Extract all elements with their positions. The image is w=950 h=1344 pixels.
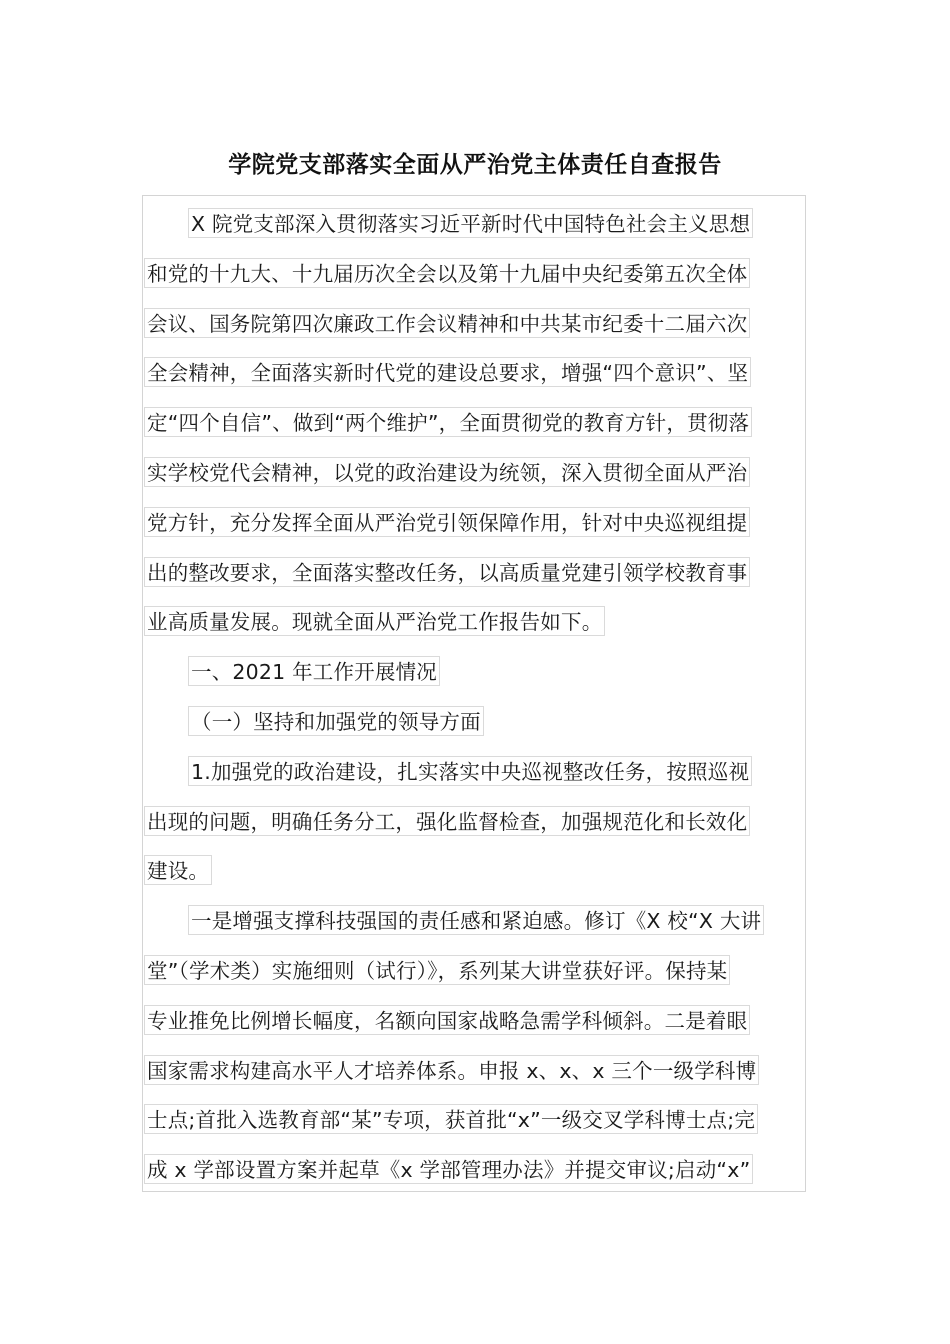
text-line: 出现的问题，明确任务分工，强化监督检查，加强规范化和长效化	[144, 806, 750, 836]
text-line: 定“四个自信”、做到“两个维护”，全面贯彻党的教育方针，贯彻落	[144, 407, 752, 437]
text-line: 一、2021 年工作开展情况	[188, 656, 440, 686]
text-line: 会议、国务院第四次廉政工作会议精神和中共某市纪委十二届六次	[144, 308, 750, 338]
text-line: 建设。	[144, 855, 212, 885]
text-line: 专业推免比例增长幅度，名额向国家战略急需学科倾斜。二是着眼	[144, 1005, 750, 1035]
text-line: 实学校党代会精神，以党的政治建设为统领，深入贯彻全面从严治	[144, 457, 750, 487]
content-frame	[142, 195, 806, 1192]
text-line: 一是增强支撑科技强国的责任感和紧迫感。修订《X 校“X 大讲	[188, 905, 764, 935]
text-line: X 院党支部深入贯彻落实习近平新时代中国特色社会主义思想	[188, 208, 753, 238]
text-line: 业高质量发展。现就全面从严治党工作报告如下。	[144, 606, 605, 636]
text-line: 堂”（学术类）实施细则（试行）》，系列某大讲堂获好评。保持某	[144, 955, 730, 985]
text-line: 士点;首批入选教育部“某”专项，获首批“x”一级交叉学科博士点;完	[144, 1104, 758, 1134]
text-line: 国家需求构建高水平人才培养体系。申报 x、x、x 三个一级学科博	[144, 1055, 759, 1085]
text-line: 成 x 学部设置方案并起草《x 学部管理办法》并提交审议;启动“x”	[144, 1154, 753, 1184]
text-line: （一）坚持和加强党的领导方面	[188, 706, 484, 736]
text-line: 党方针，充分发挥全面从严治党引领保障作用，针对中央巡视组提	[144, 507, 750, 537]
text-line: 全会精神，全面落实新时代党的建设总要求，增强“四个意识”、坚	[144, 357, 751, 387]
text-line: 出的整改要求，全面落实整改任务，以高质量党建引领学校教育事	[144, 557, 750, 587]
page-title: 学院党支部落实全面从严治党主体责任自查报告	[228, 152, 722, 178]
text-line: 和党的十九大、十九届历次全会以及第十九届中央纪委第五次全体	[144, 258, 750, 288]
text-line: 1.加强党的政治建设，扎实落实中央巡视整改任务，按照巡视	[188, 756, 752, 786]
